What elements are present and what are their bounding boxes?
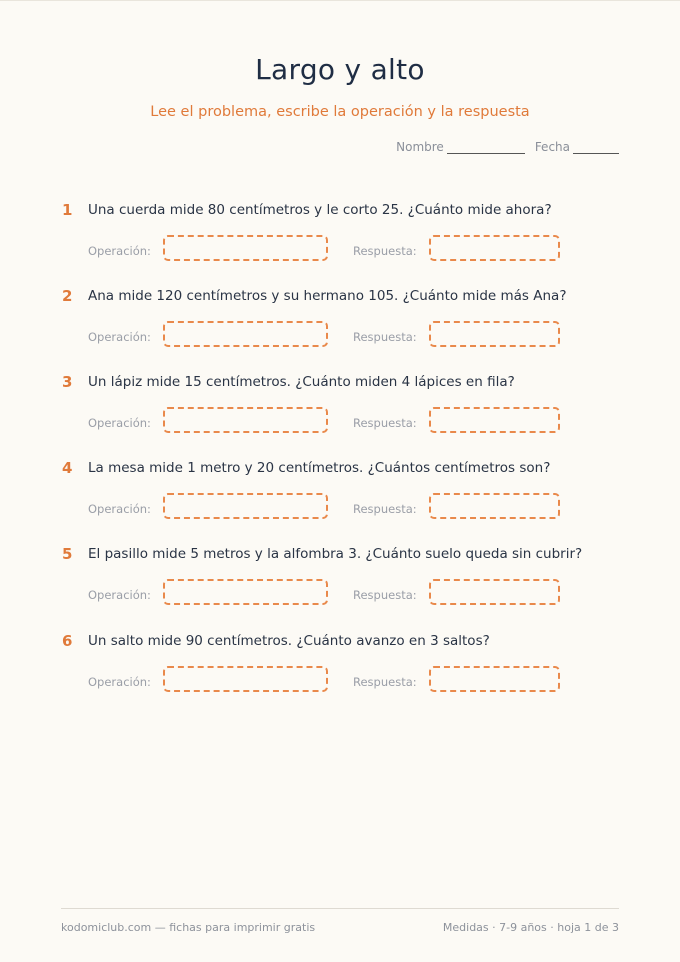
respuesta-box[interactable]	[429, 321, 560, 347]
problem-text: Un salto mide 90 centímetros. ¿Cuánto avanzo en 3 saltos?	[88, 633, 490, 649]
page-subtitle: Lee el problema, escribe la operación y la respuesta	[150, 104, 530, 120]
fecha-blank[interactable]	[573, 141, 619, 154]
operacion-label: Operación:	[88, 675, 151, 689]
name-date-fields	[396, 140, 619, 154]
answer-row	[0, 321, 680, 351]
respuesta-label: Respuesta:	[353, 502, 417, 516]
respuesta-label: Respuesta:	[353, 675, 417, 689]
respuesta-box[interactable]	[429, 579, 560, 605]
problem-number: 5	[62, 545, 73, 563]
respuesta-label: Respuesta:	[353, 330, 417, 344]
footer-divider	[61, 908, 619, 909]
respuesta-box[interactable]	[429, 407, 560, 433]
problem-text: Una cuerda mide 80 centímetros y le corto 25. ¿Cuánto mide ahora?	[88, 202, 552, 218]
problem-text: La mesa mide 1 metro y 20 centímetros. ¿Cuántos centímetros son?	[88, 460, 551, 476]
problem-text: Ana mide 120 centímetros y su hermano 105. ¿Cuánto mide más Ana?	[88, 288, 567, 304]
respuesta-box[interactable]	[429, 235, 560, 261]
problem-number: 6	[62, 632, 73, 650]
answer-row	[0, 407, 680, 437]
operacion-box[interactable]	[163, 493, 328, 519]
respuesta-label: Respuesta:	[353, 244, 417, 258]
fecha-label: Fecha	[534, 140, 570, 154]
footer-site: kodomiclub.com — fichas para imprimir gratis	[61, 921, 316, 934]
answer-row	[0, 493, 680, 523]
operacion-box[interactable]	[163, 666, 328, 692]
respuesta-box[interactable]	[429, 493, 560, 519]
page-title: Largo y alto	[255, 53, 425, 86]
respuesta-label: Respuesta:	[353, 416, 417, 430]
nombre-blank[interactable]	[447, 141, 525, 154]
operacion-label: Operación:	[88, 416, 151, 430]
operacion-label: Operación:	[88, 330, 151, 344]
operacion-box[interactable]	[163, 235, 328, 261]
answer-row	[0, 666, 680, 696]
operacion-box[interactable]	[163, 321, 328, 347]
operacion-label: Operación:	[88, 244, 151, 258]
problem-text: El pasillo mide 5 metros y la alfombra 3. ¿Cuánto suelo queda sin cubrir?	[88, 546, 583, 562]
footer-sheet-info: Medidas · 7-9 años · hoja 1 de 3	[442, 921, 619, 934]
operacion-label: Operación:	[88, 502, 151, 516]
problem-text: Un lápiz mide 15 centímetros. ¿Cuánto miden 4 lápices en fila?	[88, 374, 515, 390]
operacion-label: Operación:	[88, 588, 151, 602]
respuesta-box[interactable]	[429, 666, 560, 692]
problem-number: 1	[62, 201, 73, 219]
operacion-box[interactable]	[163, 407, 328, 433]
problem-number: 4	[62, 459, 73, 477]
respuesta-label: Respuesta:	[353, 588, 417, 602]
problem-number: 2	[62, 287, 73, 305]
answer-row	[0, 579, 680, 609]
answer-row	[0, 235, 680, 265]
nombre-label: Nombre	[396, 140, 444, 154]
problem-number: 3	[62, 373, 73, 391]
operacion-box[interactable]	[163, 579, 328, 605]
